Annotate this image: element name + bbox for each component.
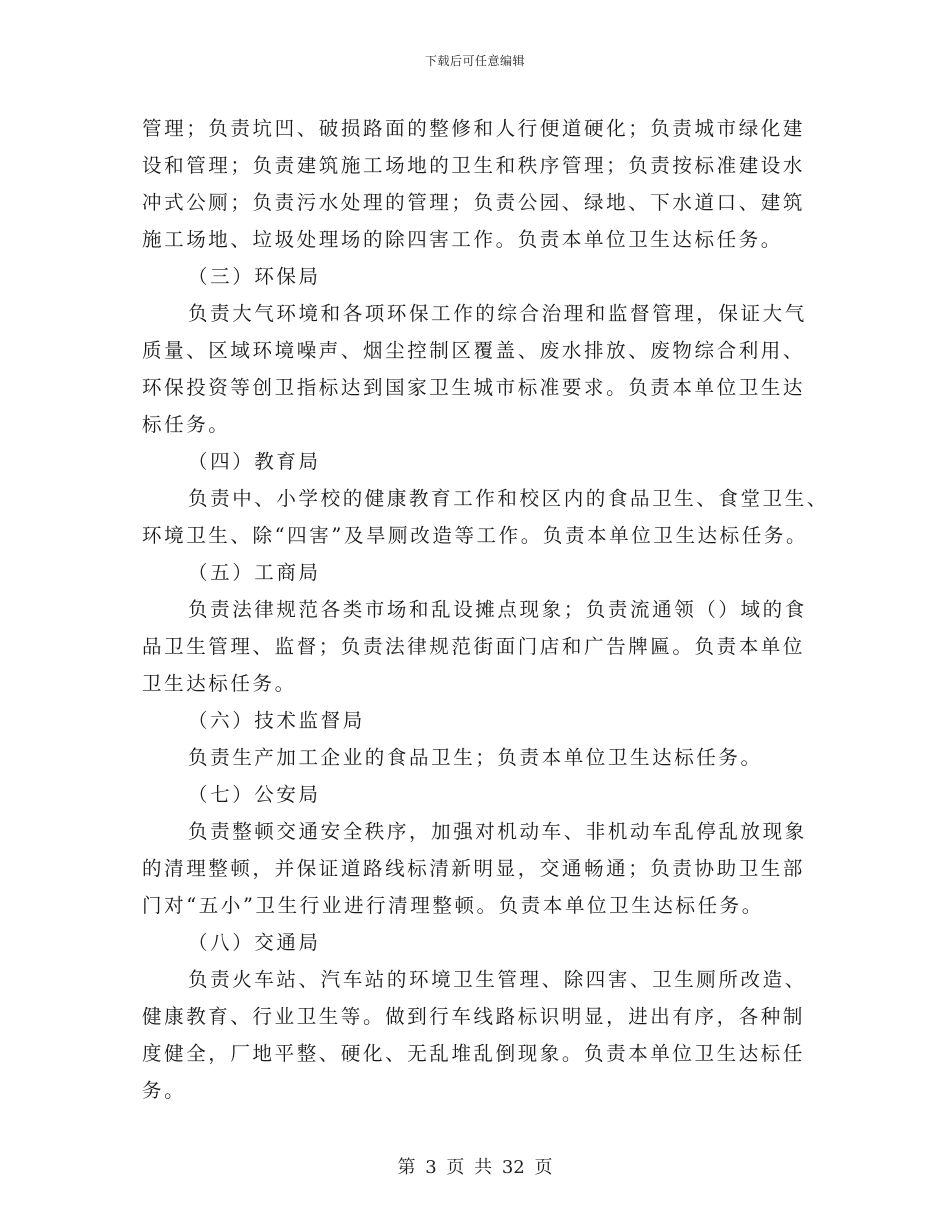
body-line: 门对“五小”卫生行业进行清理整顿。负责本单位卫生达标任务。 <box>142 894 764 917</box>
body-line: 施工场地、垃圾处理场的除四害工作。负责本单位卫生达标任务。 <box>142 228 783 251</box>
section-heading: （五）工商局 <box>188 561 321 584</box>
section-heading: （七）公安局 <box>188 783 321 806</box>
body-line: 负责法律规范各类市场和乱设摊点现象；负责流通领（）域的食 <box>188 598 807 621</box>
body-line: 健康教育、行业卫生等。做到行车线路标识明显，进出有序，各种制 <box>142 1005 806 1028</box>
body-line: 负责整顿交通安全秩序，加强对机动车、非机动车乱停乱放现象 <box>188 820 807 843</box>
body-line: 标任务。 <box>142 413 231 436</box>
body-line: 度健全，厂地平整、硬化、无乱堆乱倒现象。负责本单位卫生达标任 <box>142 1042 806 1065</box>
body-line: 的清理整顿，并保证道路线标清新明显，交通畅通；负责协助卫生部 <box>142 857 806 880</box>
body-line: 冲式公厕；负责污水处理的管理；负责公园、绿地、下水道口、建筑 <box>142 191 806 214</box>
section-heading: （六）技术监督局 <box>188 709 365 732</box>
section-heading: （三）环保局 <box>188 265 321 288</box>
body-line: 务。 <box>142 1079 187 1102</box>
section-heading: （四）教育局 <box>188 450 321 473</box>
body-line: 环境卫生、除“四害”及旱厕改造等工作。负责本单位卫生达标任务。 <box>142 524 809 547</box>
body-line: 品卫生管理、监督；负责法律规范街面门店和广告牌匾。负责本单位 <box>142 635 806 658</box>
body-line: 卫生达标任务。 <box>142 672 297 695</box>
document-body <box>142 110 829 1109</box>
page-number-footer: 第 3 页 共 32 页 <box>397 1157 553 1178</box>
page-header-note: 下载后可任意编辑 <box>424 54 525 68</box>
body-line: 设和管理；负责建筑施工场地的卫生和秩序管理；负责按标准建设水 <box>142 154 806 177</box>
body-line: 管理；负责坑凹、破损路面的整修和人行便道硬化；负责城市绿化建 <box>142 117 806 140</box>
body-line: 负责大气环境和各项环保工作的综合治理和监督管理，保证大气 <box>188 302 807 325</box>
body-line: 环保投资等创卫指标达到国家卫生城市标准要求。负责本单位卫生达 <box>142 376 806 399</box>
body-line: 负责生产加工企业的食品卫生；负责本单位卫生达标任务。 <box>188 746 763 769</box>
body-line: 负责中、小学校的健康教育工作和校区内的食品卫生、食堂卫生、 <box>188 487 829 510</box>
body-line: 质量、区域环境噪声、烟尘控制区覆盖、废水排放、废物综合利用、 <box>142 339 806 362</box>
body-line: 负责火车站、汽车站的环境卫生管理、除四害、卫生厕所改造、 <box>188 968 807 991</box>
section-heading: （八）交通局 <box>188 931 321 954</box>
